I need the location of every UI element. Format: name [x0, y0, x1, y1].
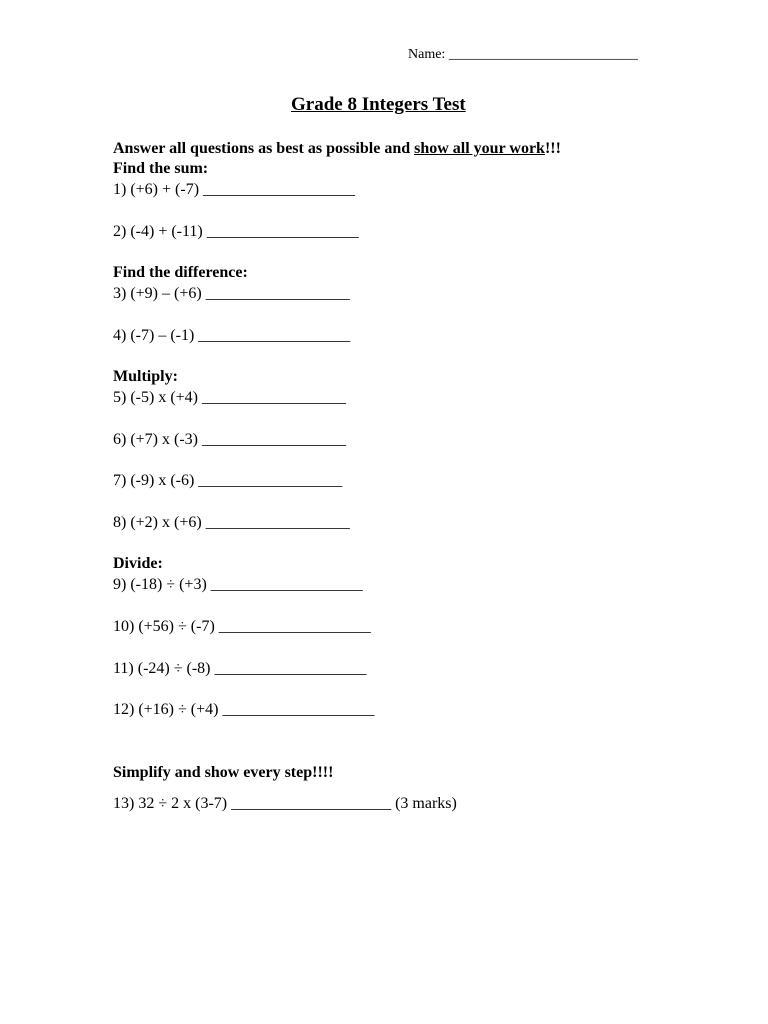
question-6: 6) (+7) x (-3) __________________ [113, 431, 346, 448]
question-9: 9) (-18) ÷ (+3) ___________________ [113, 576, 363, 593]
instructions-lead: Answer all questions as best as possible and [113, 140, 415, 157]
section-heading-sum: Find the sum: [113, 160, 209, 177]
name-field-label: Name: ___________________________ [408, 47, 638, 62]
question-8: 8) (+2) x (+6) __________________ [113, 514, 350, 531]
question-1: 1) (+6) + (-7) ___________________ [113, 181, 356, 198]
question-10: 10) (+56) ÷ (-7) ___________________ [113, 618, 371, 635]
section-heading-difference: Find the difference: [113, 264, 248, 281]
instructions-emphasis: show all your work [414, 140, 545, 157]
question-13: 13) 32 ÷ 2 x (3-7) ____________________ (3 marks) [113, 795, 457, 812]
question-4: 4) (-7) – (-1) ___________________ [113, 327, 351, 344]
instructions-trail: !!! [544, 140, 561, 157]
question-3: 3) (+9) – (+6) __________________ [113, 285, 350, 302]
question-12: 12) (+16) ÷ (+4) ___________________ [113, 701, 375, 718]
question-11: 11) (-24) ÷ (-8) ___________________ [113, 660, 367, 677]
question-7: 7) (-9) x (-6) __________________ [113, 472, 343, 489]
question-2: 2) (-4) + (-11) ___________________ [113, 223, 359, 240]
section-heading-divide: Divide: [113, 555, 163, 572]
page-title: Grade 8 Integers Test [291, 94, 466, 115]
question-5: 5) (-5) x (+4) __________________ [113, 389, 346, 406]
section-heading-simplify: Simplify and show every step!!!! [113, 764, 334, 781]
section-heading-multiply: Multiply: [113, 368, 178, 385]
instructions [113, 141, 561, 157]
